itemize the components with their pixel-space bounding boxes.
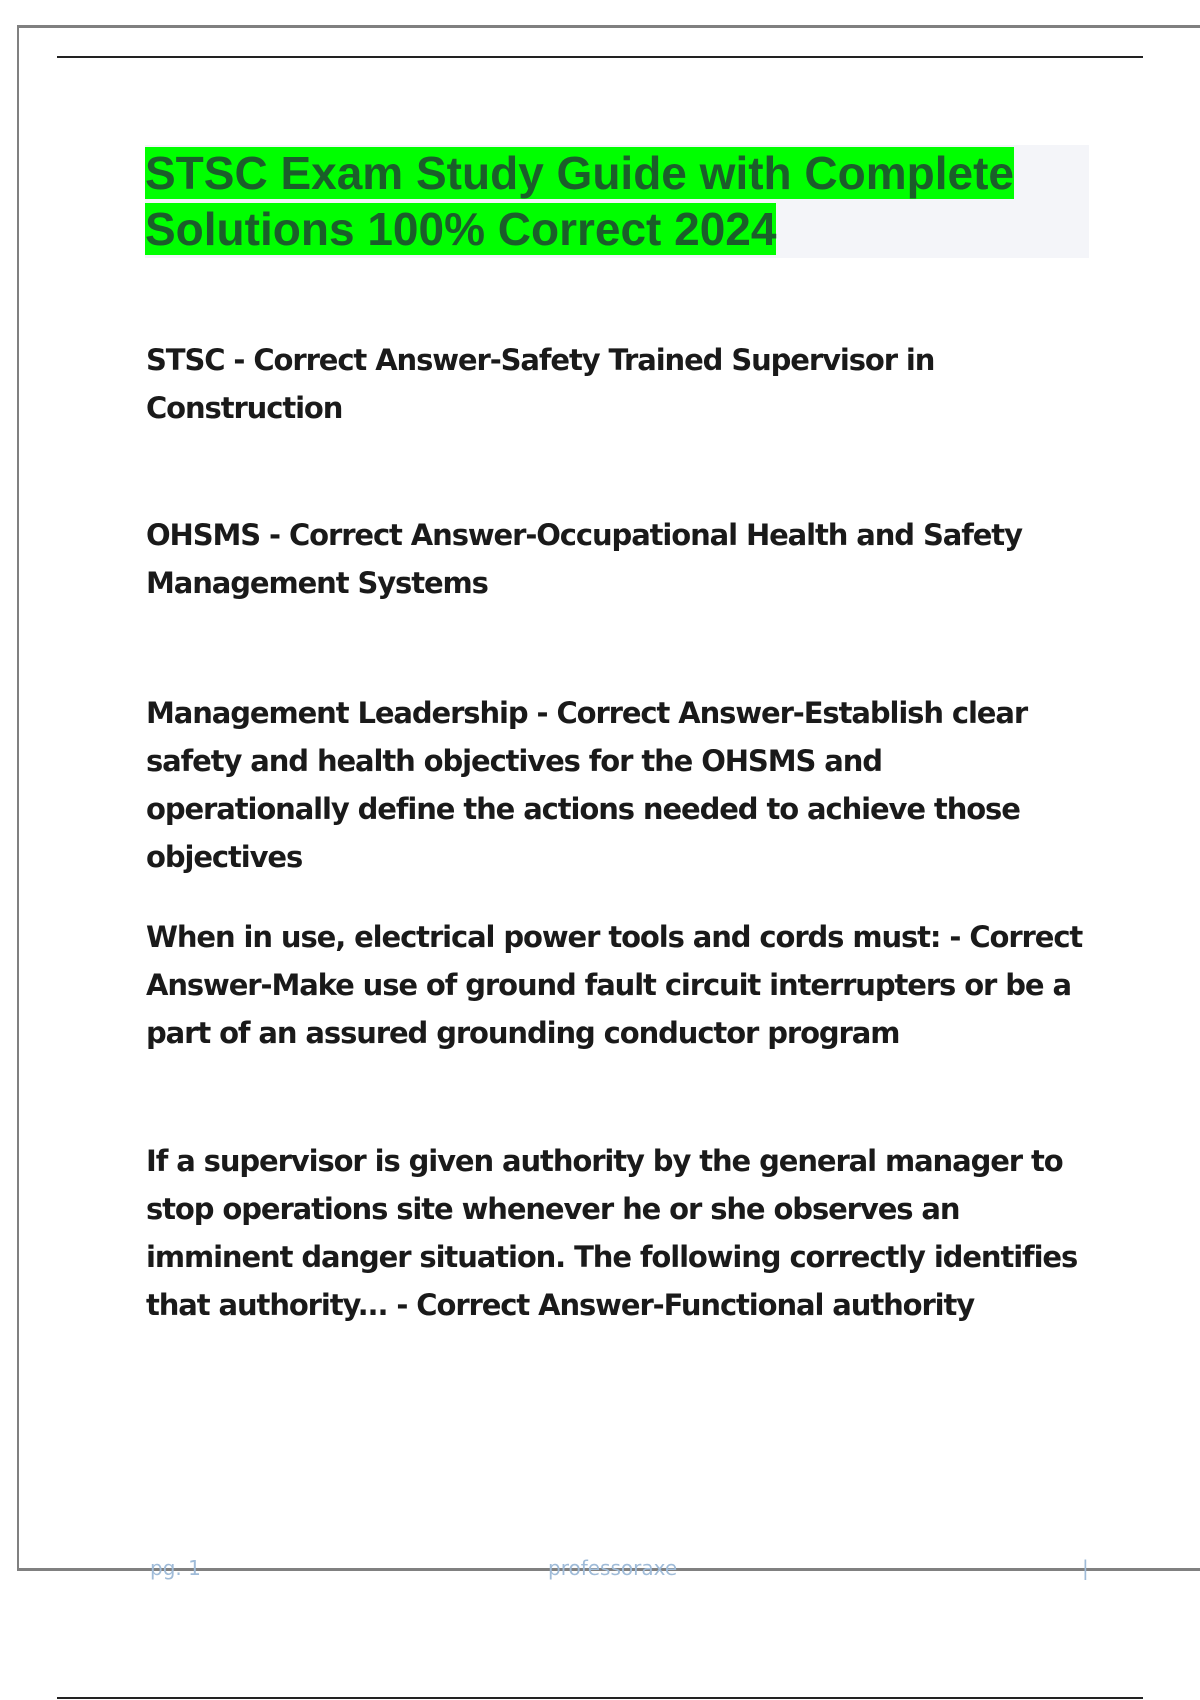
qa-entry-functional-authority: If a supervisor is given authority by the general manager to stop operations site whenever he or she observes an imminent danger situation. The following correctly identifies that authority... - Correct Answer-Functional authority — [146, 1144, 1078, 1322]
title-block — [145, 145, 1089, 258]
footer-author: professoraxe — [548, 1556, 678, 1580]
qa-entry-ohsms: OHSMS - Correct Answer-Occupational Health and Safety Management Systems — [146, 518, 1022, 600]
qa-entry-electrical-tools: When in use, electrical power tools and cords must: - Correct Answer-Make use of ground fault circuit interrupters or be a part of an assured grounding conductor program — [146, 920, 1083, 1050]
qa-entry-management-leadership: Management Leadership - Correct Answer-Establish clear safety and health objectives for the OHSMS and operationally define the actions needed to achieve those objectives — [146, 696, 1028, 874]
header-rule — [57, 56, 1143, 58]
bottom-rule — [57, 1697, 1143, 1699]
title-highlight: STSC Exam Study Guide with Complete Solutions 100% Correct 2024 — [145, 147, 1015, 255]
qa-entry-stsc: STSC - Correct Answer-Safety Trained Supervisor in Construction — [146, 343, 935, 425]
footer-page-number: pg. 1 — [150, 1556, 201, 1580]
document-title — [145, 145, 1089, 257]
footer-separator: | — [1082, 1556, 1089, 1580]
